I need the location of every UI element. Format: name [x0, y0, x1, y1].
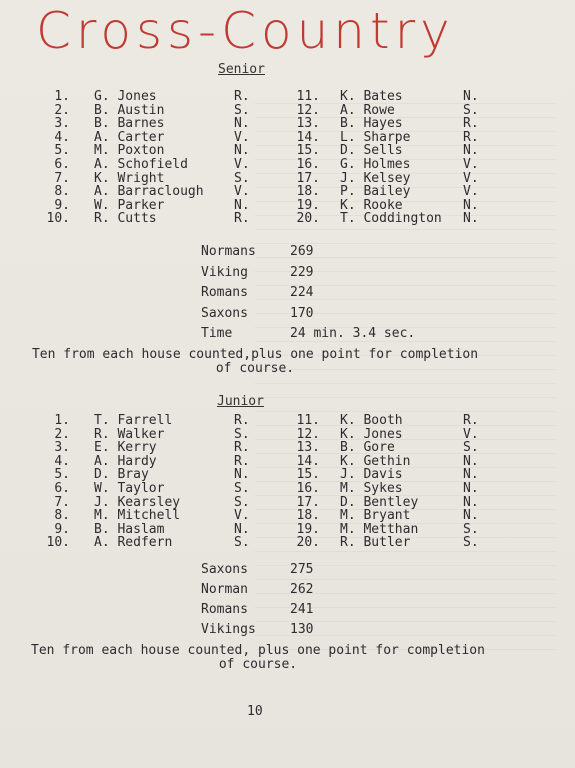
- senior-note-line1: Ten from each house counted,plus one point for completion: [31, 347, 479, 362]
- runner-name: K. Wright: [94, 170, 165, 186]
- house-code: V.: [234, 508, 250, 524]
- runner-name: M. Bryant: [340, 508, 411, 524]
- runner-name: J. Kearsley: [94, 494, 181, 510]
- house-code: R.: [234, 89, 250, 104]
- house-name: Time: [201, 326, 233, 341]
- runner-name: A. Redfern: [94, 535, 173, 551]
- position: 1.: [54, 413, 70, 428]
- house-points: 130: [290, 622, 314, 637]
- runner-name: J. Kelsey: [340, 170, 411, 186]
- position: 1.: [54, 89, 70, 104]
- position: 9.: [54, 197, 70, 213]
- position: 8.: [54, 184, 70, 200]
- position: 19.: [296, 521, 320, 537]
- house-code: R.: [463, 129, 479, 145]
- runner-name: B. Austin: [94, 102, 165, 118]
- position: 2.: [54, 426, 70, 442]
- house-name: Normans: [201, 244, 256, 259]
- runner-name: R. Walker: [94, 426, 165, 442]
- runner-name: K. Gethin: [340, 453, 411, 469]
- position: 15.: [296, 467, 320, 483]
- house-code: S.: [234, 102, 250, 118]
- house-code: N.: [234, 521, 250, 537]
- page-number: 10: [247, 704, 263, 719]
- house-code: V.: [234, 129, 250, 145]
- house-name: Saxons: [201, 562, 248, 577]
- position: 7.: [54, 494, 70, 510]
- position: 12.: [296, 102, 320, 118]
- house-code: S.: [234, 426, 250, 442]
- position: 16.: [296, 157, 320, 172]
- house-code: R.: [463, 413, 479, 428]
- position: 3.: [54, 440, 70, 456]
- position: 8.: [54, 508, 70, 524]
- runner-name: B. Haslam: [94, 521, 165, 537]
- house-code: N.: [463, 467, 479, 483]
- house-code: V.: [463, 184, 479, 200]
- house-code: R.: [234, 440, 250, 456]
- runner-name: A. Hardy: [94, 453, 157, 469]
- house-code: R.: [234, 453, 250, 469]
- house-code: R.: [463, 116, 479, 132]
- junior-note-line1: Ten from each house counted, plus one point for completion: [31, 643, 485, 658]
- house-name: Vikings: [201, 622, 256, 637]
- page-title: Cross-Country: [36, 2, 455, 60]
- runner-name: K. Rooke: [340, 197, 403, 213]
- runner-name: K. Bates: [340, 89, 403, 104]
- house-code: N.: [463, 197, 479, 213]
- runner-name: T. Farrell: [94, 413, 173, 428]
- house-code: N.: [463, 494, 479, 510]
- house-code: N.: [234, 197, 250, 213]
- position: 10.: [46, 211, 70, 227]
- position: 13.: [296, 116, 320, 132]
- position: 3.: [54, 116, 70, 132]
- runner-name: D. Bentley: [340, 494, 419, 510]
- position: 17.: [296, 494, 320, 510]
- position: 2.: [54, 102, 70, 118]
- runner-name: L. Sharpe: [340, 129, 411, 145]
- house-code: V.: [463, 170, 479, 186]
- runner-name: B. Barnes: [94, 116, 165, 132]
- runner-name: W. Taylor: [94, 481, 165, 496]
- house-code: N.: [463, 481, 479, 496]
- junior-heading: Junior: [217, 394, 264, 409]
- position: 12.: [296, 426, 320, 442]
- position: 11.: [296, 413, 320, 428]
- position: 14.: [296, 129, 320, 145]
- house-code: S.: [463, 440, 479, 456]
- runner-name: B. Hayes: [340, 116, 403, 132]
- runner-name: G. Holmes: [340, 157, 411, 172]
- house-points: 241: [290, 602, 314, 617]
- house-code: V.: [463, 157, 479, 172]
- position: 5.: [54, 143, 70, 159]
- position: 10.: [46, 535, 70, 551]
- house-code: R.: [234, 211, 250, 227]
- house-points: 275: [290, 562, 314, 577]
- house-name: Romans: [201, 602, 248, 617]
- house-code: S.: [463, 521, 479, 537]
- position: 13.: [296, 440, 320, 456]
- runner-name: J. Davis: [340, 467, 403, 483]
- house-name: Norman: [201, 582, 248, 597]
- house-code: S.: [234, 494, 250, 510]
- position: 19.: [296, 197, 320, 213]
- runner-name: M. Poxton: [94, 143, 165, 159]
- position: 4.: [54, 453, 70, 469]
- house-code: S.: [234, 170, 250, 186]
- runner-name: K. Jones: [340, 426, 403, 442]
- house-code: N.: [463, 89, 479, 104]
- house-code: V.: [234, 157, 250, 172]
- house-code: N.: [234, 116, 250, 132]
- runner-name: M. Mitchell: [94, 508, 181, 524]
- house-points: 24 min. 3.4 sec.: [290, 326, 416, 341]
- senior-note-line2: of course.: [215, 361, 295, 376]
- runner-name: W. Parker: [94, 197, 165, 213]
- runner-name: B. Gore: [340, 440, 395, 456]
- position: 9.: [54, 521, 70, 537]
- position: 15.: [296, 143, 320, 159]
- runner-name: A. Rowe: [340, 102, 395, 118]
- position: 16.: [296, 481, 320, 496]
- house-code: R.: [234, 413, 250, 428]
- runner-name: R. Butler: [340, 535, 411, 551]
- position: 6.: [54, 481, 70, 496]
- house-name: Romans: [201, 285, 248, 300]
- position: 20.: [296, 535, 320, 551]
- runner-name: A. Barraclough: [94, 184, 204, 200]
- house-points: 269: [290, 244, 314, 259]
- senior-heading: Senior: [218, 62, 265, 77]
- house-code: N.: [463, 211, 479, 227]
- house-code: S.: [234, 535, 250, 551]
- house-code: S.: [234, 481, 250, 496]
- position: 11.: [296, 89, 320, 104]
- position: 7.: [54, 170, 70, 186]
- house-code: V.: [234, 184, 250, 200]
- house-code: N.: [234, 143, 250, 159]
- house-points: 224: [290, 285, 314, 300]
- house-name: Viking: [201, 264, 248, 280]
- runner-name: R. Cutts: [94, 211, 157, 227]
- position: 4.: [54, 129, 70, 145]
- house-code: N.: [234, 467, 250, 483]
- house-code: V.: [463, 426, 479, 442]
- runner-name: K. Booth: [340, 413, 403, 428]
- runner-name: D. Sells: [340, 143, 403, 159]
- house-points: 262: [290, 582, 314, 597]
- runner-name: M. Sykes: [340, 481, 403, 496]
- house-name: Saxons: [201, 305, 248, 321]
- runner-name: T. Coddington: [340, 211, 442, 227]
- runner-name: P. Bailey: [340, 184, 411, 200]
- runner-name: D. Bray: [94, 467, 149, 483]
- house-code: S.: [463, 102, 479, 118]
- house-code: N.: [463, 453, 479, 469]
- runner-name: G. Jones: [94, 89, 157, 104]
- position: 18.: [296, 508, 320, 524]
- runner-name: A. Carter: [94, 129, 165, 145]
- house-code: N.: [463, 143, 479, 159]
- runner-name: A. Schofield: [94, 157, 188, 172]
- house-code: S.: [463, 535, 479, 551]
- position: 6.: [54, 157, 70, 172]
- position: 5.: [54, 467, 70, 483]
- runner-name: E. Kerry: [94, 440, 157, 456]
- runner-name: M. Metthan: [340, 521, 419, 537]
- junior-note-line2: of course.: [218, 657, 298, 672]
- house-points: 229: [290, 264, 314, 280]
- house-points: 170: [290, 305, 314, 321]
- house-code: N.: [463, 508, 479, 524]
- position: 14.: [296, 453, 320, 469]
- position: 17.: [296, 170, 320, 186]
- position: 18.: [296, 184, 320, 200]
- position: 20.: [296, 211, 320, 227]
